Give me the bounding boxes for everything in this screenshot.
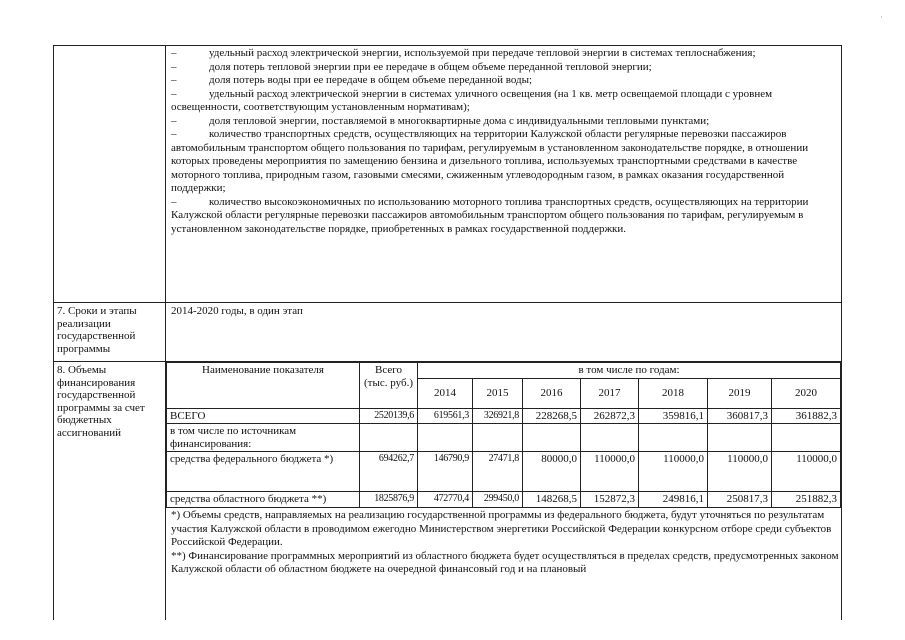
- row-name: ВСЕГО: [167, 408, 360, 424]
- year-cell: 2020: [772, 378, 841, 408]
- row-value: 360817,3: [708, 408, 772, 424]
- list-item-text: удельный расход электрической энергии в системах уличного освещения (на 1 кв. метр освещаемой площади с уровнем освещенности, соответствующим установленным нормативам);: [171, 87, 773, 113]
- table-row: [167, 492, 841, 508]
- year-cell: 2018: [639, 378, 708, 408]
- row-total: 2520139,6: [360, 408, 418, 424]
- list-dash: –: [171, 74, 177, 86]
- header-total: Всего (тыс. руб.): [360, 363, 418, 409]
- section-8-label: 8. Объемы финансирования государственной программы за счет бюджетных ассигнований: [57, 364, 145, 439]
- list-item: [171, 61, 841, 75]
- row-value: [708, 424, 772, 452]
- row-value: [473, 424, 523, 452]
- row-name: средства областного бюджета **): [167, 492, 360, 508]
- row-value: 27471,8: [473, 452, 523, 492]
- year-cell: 2017: [581, 378, 639, 408]
- financing-notes: [171, 509, 841, 577]
- list-dash: –: [171, 60, 177, 73]
- list-dash: –: [171, 87, 177, 100]
- list-item-text: доля потерь тепловой энергии при ее передаче в общем объеме переданной тепловой энергии;: [209, 60, 652, 73]
- year-cell: 2015: [473, 378, 523, 408]
- list-dash: –: [171, 128, 177, 140]
- year-cell: 2016: [523, 378, 581, 408]
- row-name: средства федерального бюджета *): [167, 452, 360, 492]
- row-value: 299450,0: [473, 492, 523, 508]
- year-cell: 2014: [418, 378, 473, 408]
- list-item-text: удельный расход электрической энергии, используемой при передаче тепловой энергии в системах теплоснабжения;: [209, 47, 756, 59]
- row-value: 249816,1: [639, 492, 708, 508]
- row-total: 1825876,9: [360, 492, 418, 508]
- section-7-label: 7. Сроки и этапы реализации государственной программы: [57, 305, 137, 355]
- list-item: [171, 47, 841, 61]
- row-value: 110000,0: [708, 452, 772, 492]
- list-item-text: количество высокоэкономичных по использованию моторного топлива транспортных средств, осуществляющих на территории Калужской области регулярные перевозки пассажиров автомобильным транспортом общего пользования по тарифам, регулируемым в установленном законодательстве порядке, приобретенных в рамках государственной поддержки.: [171, 195, 809, 235]
- row-total: 694262,7: [360, 452, 418, 492]
- column-divider: [165, 45, 166, 620]
- row-value: 148268,5: [523, 492, 581, 508]
- row-value: 326921,8: [473, 408, 523, 424]
- row-value: 146790,9: [418, 452, 473, 492]
- table-header-row: [167, 363, 841, 379]
- table-row: [167, 424, 841, 452]
- corner-mark: ·: [880, 12, 883, 22]
- row-value: 110000,0: [639, 452, 708, 492]
- list-item-text: доля тепловой энергии, поставляемой в многоквартирные дома с индивидуальными тепловыми пунктами;: [209, 114, 710, 127]
- list-item: [171, 115, 841, 129]
- list-item-text: количество транспортных средств, осуществляющих на территории Калужской области регулярные перевозки пассажиров автомобильным транспортом общего пользования по тарифам, регулируемым в установленном законодательстве порядке, в отношении которых проведены мероприятия по замещению бензина и дизельного топлива, используемых транспортными средствами в качестве моторного топлива, природным газом, газовыми смесями, сжиженным углеводородным газом, в рамках оказания государственной поддержки;: [171, 128, 809, 194]
- list-item-text: доля потерь воды при ее передаче в общем объеме переданной воды;: [209, 74, 533, 86]
- note-regional: **) Финансирование программных мероприятий из областного бюджета будет осуществляться в пределах средств, предусмотренных законом Калужской области об областном бюджете на очередной финансовый год и на плановый: [171, 549, 839, 575]
- row-value: 262872,3: [581, 408, 639, 424]
- indicator-list: [171, 47, 841, 236]
- row-value: 152872,3: [581, 492, 639, 508]
- row-total: [360, 424, 418, 452]
- row-value: [772, 424, 841, 452]
- row-value: [418, 424, 473, 452]
- list-dash: –: [171, 47, 177, 59]
- row-value: 472770,4: [418, 492, 473, 508]
- note-federal: *) Объемы средств, направляемых на реализацию государственной программы из федерального бюджета, будут уточняться по результатам участия Калужской области в проводимом ежегодно Министерством энергетики Российской Федерации конкурсном отборе среди субъектов Российской Федерации.: [171, 509, 832, 548]
- section-7-value: 2014-2020 годы, в один этап: [171, 305, 303, 317]
- year-cell: 2019: [708, 378, 772, 408]
- row-value: 251882,3: [772, 492, 841, 508]
- row-value: 619561,3: [418, 408, 473, 424]
- row-value: 80000,0: [523, 452, 581, 492]
- financing-table: [166, 362, 841, 508]
- row-divider-7: [53, 302, 842, 303]
- list-item: [171, 196, 841, 237]
- table-row: [167, 452, 841, 492]
- header-indicator: Наименование показателя: [167, 363, 360, 409]
- row-value: 110000,0: [581, 452, 639, 492]
- list-item: [171, 74, 841, 88]
- row-value: [639, 424, 708, 452]
- row-value: [581, 424, 639, 452]
- row-value: 250817,3: [708, 492, 772, 508]
- row-value: [523, 424, 581, 452]
- header-by-years: в том числе по годам:: [418, 363, 841, 379]
- list-item: [171, 88, 841, 115]
- list-dash: –: [171, 114, 177, 127]
- list-item: [171, 128, 841, 196]
- table-row: [167, 408, 841, 424]
- row-value: 359816,1: [639, 408, 708, 424]
- row-value: 110000,0: [772, 452, 841, 492]
- row-value: 228268,5: [523, 408, 581, 424]
- list-dash: –: [171, 195, 177, 208]
- row-name: в том числе по источникам финансирования:: [167, 424, 360, 452]
- row-value: 361882,3: [772, 408, 841, 424]
